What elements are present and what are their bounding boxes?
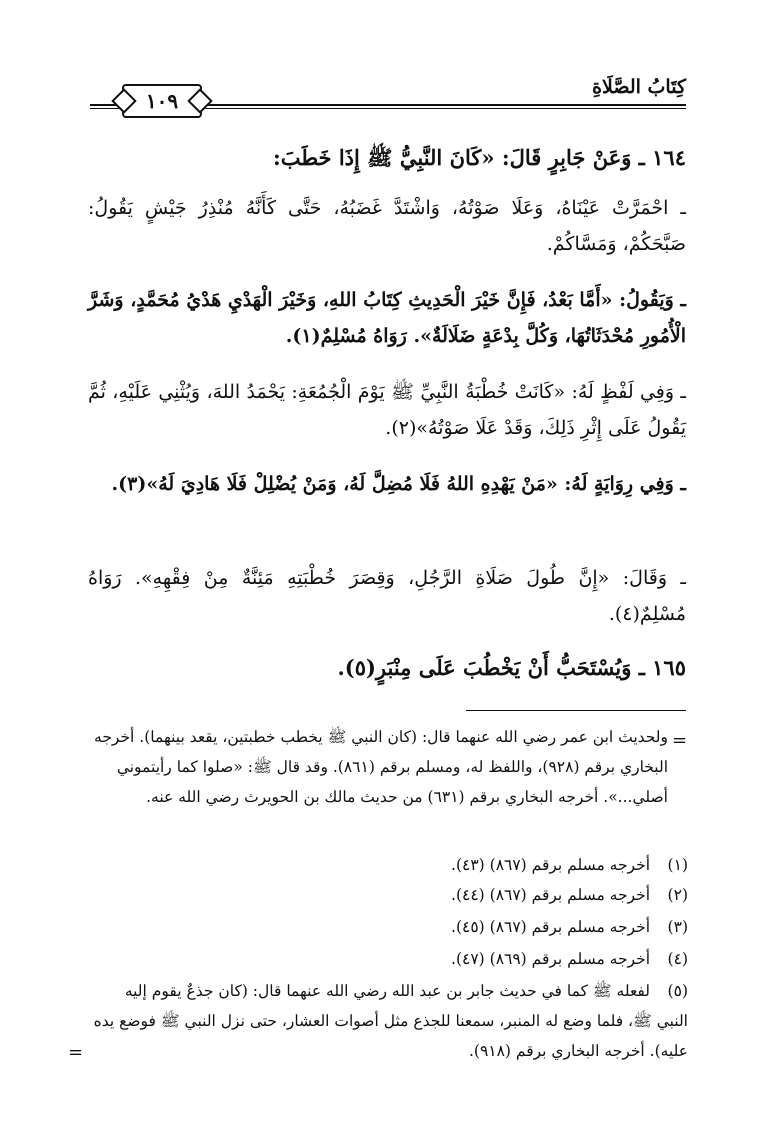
section-164: ١٦٤ ـ وَعَنْ جَابِرٍ قَالَ: «كَانَ النَّبِيُّ ﷺ إِذَا خَطَبَ: [272, 145, 686, 170]
footnote-separator [466, 710, 686, 711]
paragraph-2: ـ وَيَقُولُ: «أَمَّا بَعْدُ، فَإِنَّ خَيْرَ الْحَدِيثِ كِتَابُ اللهِ، وَخَيْرَ الْهَدْيِ هَدْيُ مُحَمَّدٍ، وَشَرَّ الْأُمُورِ مُحْدَثَاتُهَا، وَكُلَّ بِدْعَةٍ ضَلَالَةٌ». رَوَاهُ مُسْلِمٌ(١). [88, 289, 686, 347]
footnote-4: (٤)أخرجه مسلم برقم (٨٦٩) (٤٧). [451, 950, 688, 968]
page-number: ١٠٩ [122, 84, 202, 118]
footnote-2: (٢)أخرجه مسلم برقم (٨٦٧) (٤٤). [451, 886, 688, 904]
paragraph-1: ـ احْمَرَّتْ عَيْنَاهُ، وَعَلَا صَوْتُهُ، وَاشْتَدَّ غَضَبُهُ، حَتَّى كَأَنَّهُ مُنْذِرُ جَيْشٍ يَقُولُ: صَبَّحَكُمْ، وَمَسَّاكُمْ. [88, 197, 686, 255]
section-165: ١٦٥ ـ وَيُسْتَحَبُّ أَنْ يَخْطُبَ عَلَى مِنْبَرٍ(٥). [337, 655, 686, 680]
chapter-title: كِتَابُ الصَّلَاةِ [592, 76, 686, 98]
footnote-continued: ولحديث ابن عمر رضي الله عنهما قال: (كان النبي ﷺ يخطب خطبتين، يقعد بينهما). أخرجه البخاري برقم (٩٢٨)، واللفظ له، ومسلم برقم (٨٦١). وقد قال ﷺ: «صلوا كما رأيتموني أصلي...». أخرجه البخاري برقم (٦٣١) من حديث مالك بن الحويرث رضي الله عنه. [94, 728, 668, 806]
paragraph-4: ـ وَفِي رِوَايَةٍ لَهُ: «مَنْ يَهْدِهِ اللهُ فَلَا مُضِلَّ لَهُ، وَمَنْ يُضْلِلْ فَلَا هَادِيَ لَهُ»(٣). [111, 473, 686, 495]
continuation-marker-end: = [68, 1042, 84, 1063]
footnote-3: (٣)أخرجه مسلم برقم (٨٦٧) (٤٥). [451, 918, 688, 936]
paragraph-3: ـ وَفِي لَفْظٍ لَهُ: «كَانَتْ خُطْبَةُ النَّبِيِّ ﷺ يَوْمَ الْجُمُعَةِ: يَحْمَدُ اللهَ، وَيُثْنِي عَلَيْهِ، ثُمَّ يَقُولُ عَلَى إِثْرِ ذَلِكَ، وَقَدْ عَلَا صَوْتُهُ»(٢). [88, 381, 686, 439]
continuation-marker: = [672, 730, 688, 751]
paragraph-5: ـ وَقَالَ: «إِنَّ طُولَ صَلَاةِ الرَّجُلِ، وَقِصَرَ خُطْبَتِهِ مَئِنَّةٌ مِنْ فِقْهِهِ». رَوَاهُ مُسْلِمٌ(٤). [88, 567, 686, 625]
footnote-5: (٥)لفعله ﷺ كما في حديث جابر بن عبد الله رضي الله عنهما قال: (كان جذعٌ يقوم إليه النبي ﷺ، فلما وضع له المنبر، سمعنا للجذع مثل أصوات العشار، حتى نزل النبي ﷺ فوضع يده عليه). أخرجه البخاري برقم (٩١٨). [93, 982, 688, 1060]
footnote-1: (١)أخرجه مسلم برقم (٨٦٧) (٤٣). [451, 856, 688, 874]
